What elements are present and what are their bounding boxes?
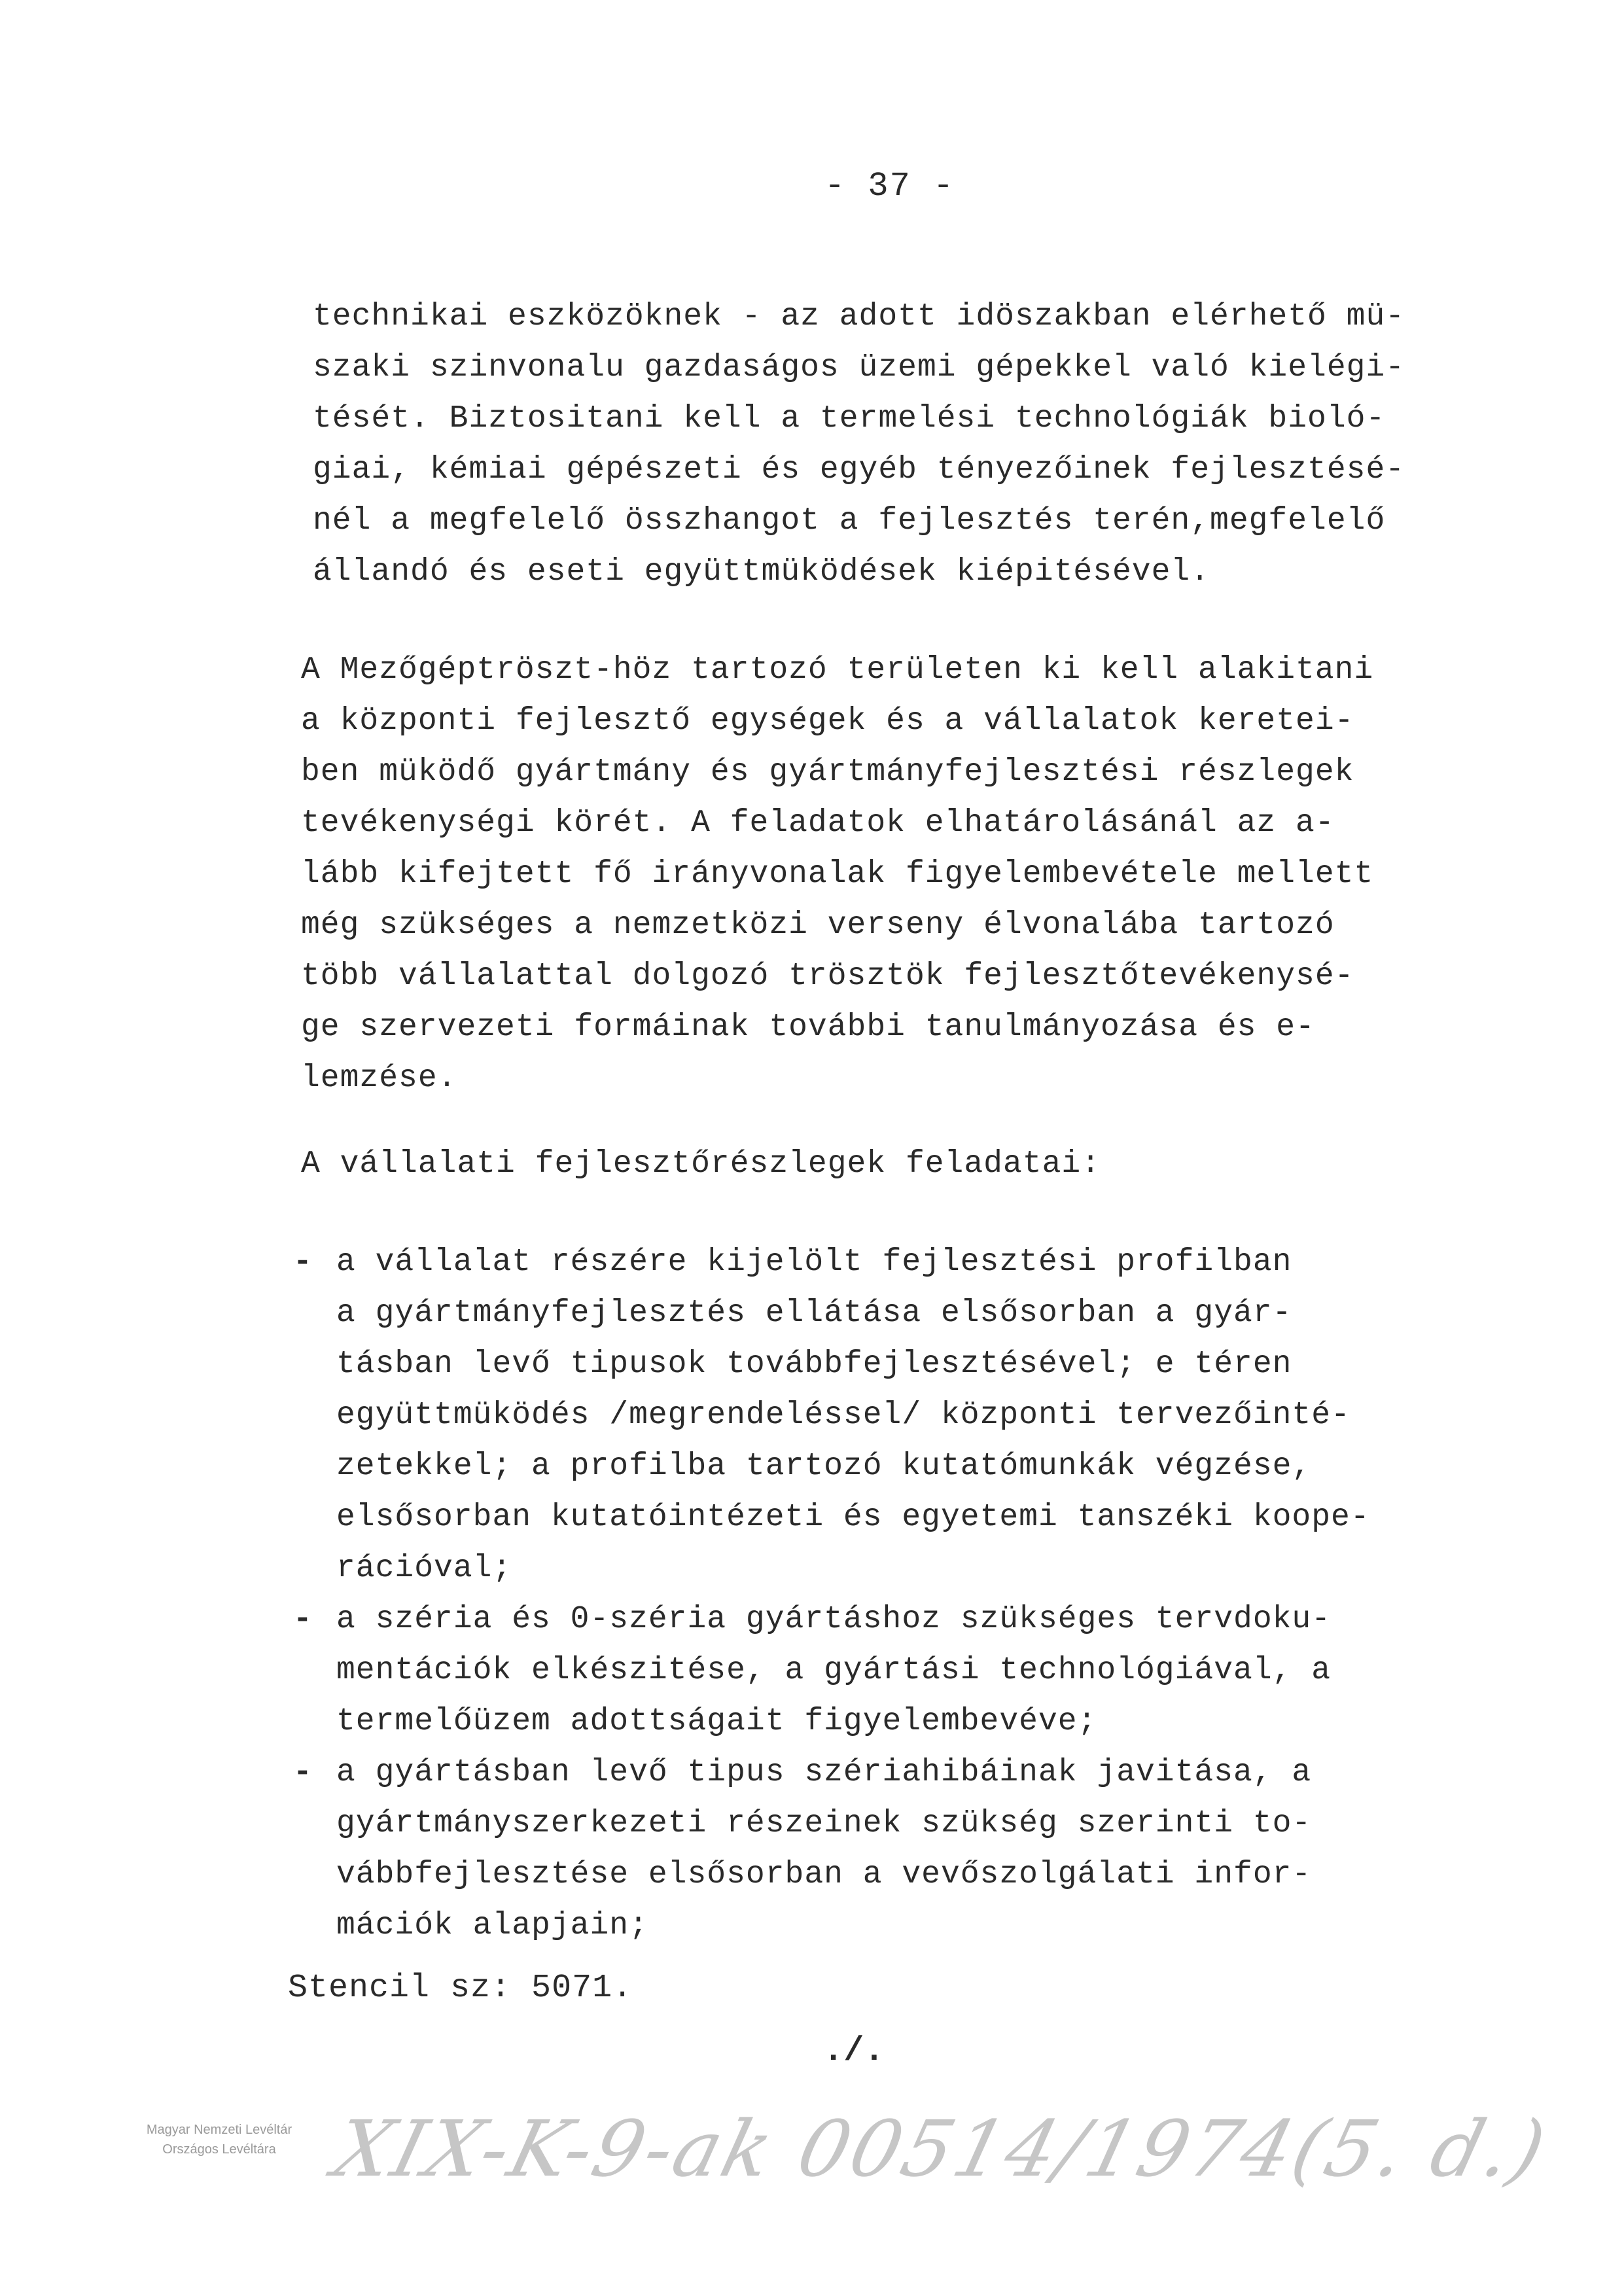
text-line: lább kifejtett fő irányvonalak figyelembevétele mellett bbox=[301, 857, 1374, 892]
task-list bbox=[293, 1237, 1432, 1951]
text-line: termelőüzem adottságait figyelembevéve; bbox=[336, 1704, 1097, 1739]
text-line: tését. Biztositani kell a termelési technológiák bioló- bbox=[313, 401, 1386, 436]
text-line: tevékenységi körét. A feladatok elhatárolásánál az a- bbox=[301, 805, 1335, 841]
text-line: állandó és eseti együttmüködések kiépitésével. bbox=[313, 554, 1210, 590]
text-line: mációk alapjain; bbox=[336, 1908, 648, 1943]
bullet-marker: - bbox=[293, 1602, 313, 1637]
text-line: lemzése. bbox=[301, 1061, 457, 1096]
bullet-marker: - bbox=[293, 1245, 313, 1280]
page-number: - 37 - bbox=[824, 167, 955, 205]
text-line: zetekkel; a profilba tartozó kutatómunkák végzése, bbox=[336, 1449, 1312, 1484]
text-line: mentációk elkészitése, a gyártási technológiával, a bbox=[336, 1653, 1332, 1688]
stencil-number: Stencil sz: 5071. bbox=[288, 1969, 633, 2007]
text-line: tásban levő tipusok továbbfejlesztésével; e téren bbox=[336, 1347, 1292, 1382]
continuation-mark: ./. bbox=[823, 2032, 885, 2070]
text-line: még szükséges a nemzetközi verseny élvonalába tartozó bbox=[301, 908, 1335, 943]
archive-stamp bbox=[121, 2120, 317, 2159]
text-line: a széria és 0-széria gyártáshoz szükséges tervdoku- bbox=[336, 1602, 1332, 1637]
text-line: A Mezőgéptröszt-höz tartozó területen ki kell alakitani bbox=[301, 652, 1374, 688]
text-line: nél a megfelelő összhangot a fejlesztés terén,megfelelő bbox=[313, 503, 1386, 539]
text-line: együttmüködés /megrendeléssel/ központi tervezőinté- bbox=[336, 1398, 1350, 1433]
text-line: a vállalat részére kijelölt fejlesztési profilban bbox=[336, 1245, 1292, 1280]
list-item bbox=[293, 1747, 1432, 1951]
text-line: technikai eszközöknek - az adott idöszakban elérhető mü- bbox=[313, 299, 1405, 334]
bullet-marker: - bbox=[293, 1755, 313, 1790]
text-line: rációval; bbox=[336, 1551, 512, 1586]
text-line: a gyártásban levő tipus szériahibáinak javitása, a bbox=[336, 1755, 1312, 1790]
text-line: gyártmányszerkezeti részeinek szükség szerinti to- bbox=[336, 1806, 1312, 1841]
handwritten-reference: XIX-K-9-ak 00514/1974(5. d.) bbox=[325, 2104, 1557, 2194]
list-item bbox=[293, 1237, 1432, 1594]
text-line: a gyártmányfejlesztés ellátása elsősorban a gyár- bbox=[336, 1296, 1292, 1331]
section-heading: A vállalati fejlesztőrészlegek feladatai: bbox=[301, 1146, 1101, 1182]
archive-stamp-line: Országos Levéltára bbox=[162, 2142, 276, 2157]
text-line: ge szervezeti formáinak további tanulmányozása és e- bbox=[301, 1010, 1315, 1045]
text-line: vábbfejlesztése elsősorban a vevőszolgálati infor- bbox=[336, 1857, 1312, 1892]
text-line: több vállalattal dolgozó trösztök fejlesztőtevékenysé- bbox=[301, 959, 1354, 994]
text-line: szaki szinvonalu gazdaságos üzemi gépekkel való kielégi- bbox=[313, 350, 1405, 385]
list-item bbox=[293, 1594, 1432, 1747]
text-line: a központi fejlesztő egységek és a vállalatok keretei- bbox=[301, 703, 1354, 739]
text-line: elsősorban kutatóintézeti és egyetemi tanszéki koope- bbox=[336, 1500, 1370, 1535]
text-line: giai, kémiai gépészeti és egyéb tényezőinek fejlesztésé- bbox=[313, 452, 1405, 487]
text-line: ben müködő gyártmány és gyártmányfejlesztési részlegek bbox=[301, 754, 1354, 790]
paragraph-1 bbox=[313, 291, 1438, 597]
archive-stamp-line: Magyar Nemzeti Levéltár bbox=[146, 2123, 292, 2137]
paragraph-2 bbox=[301, 645, 1426, 1104]
